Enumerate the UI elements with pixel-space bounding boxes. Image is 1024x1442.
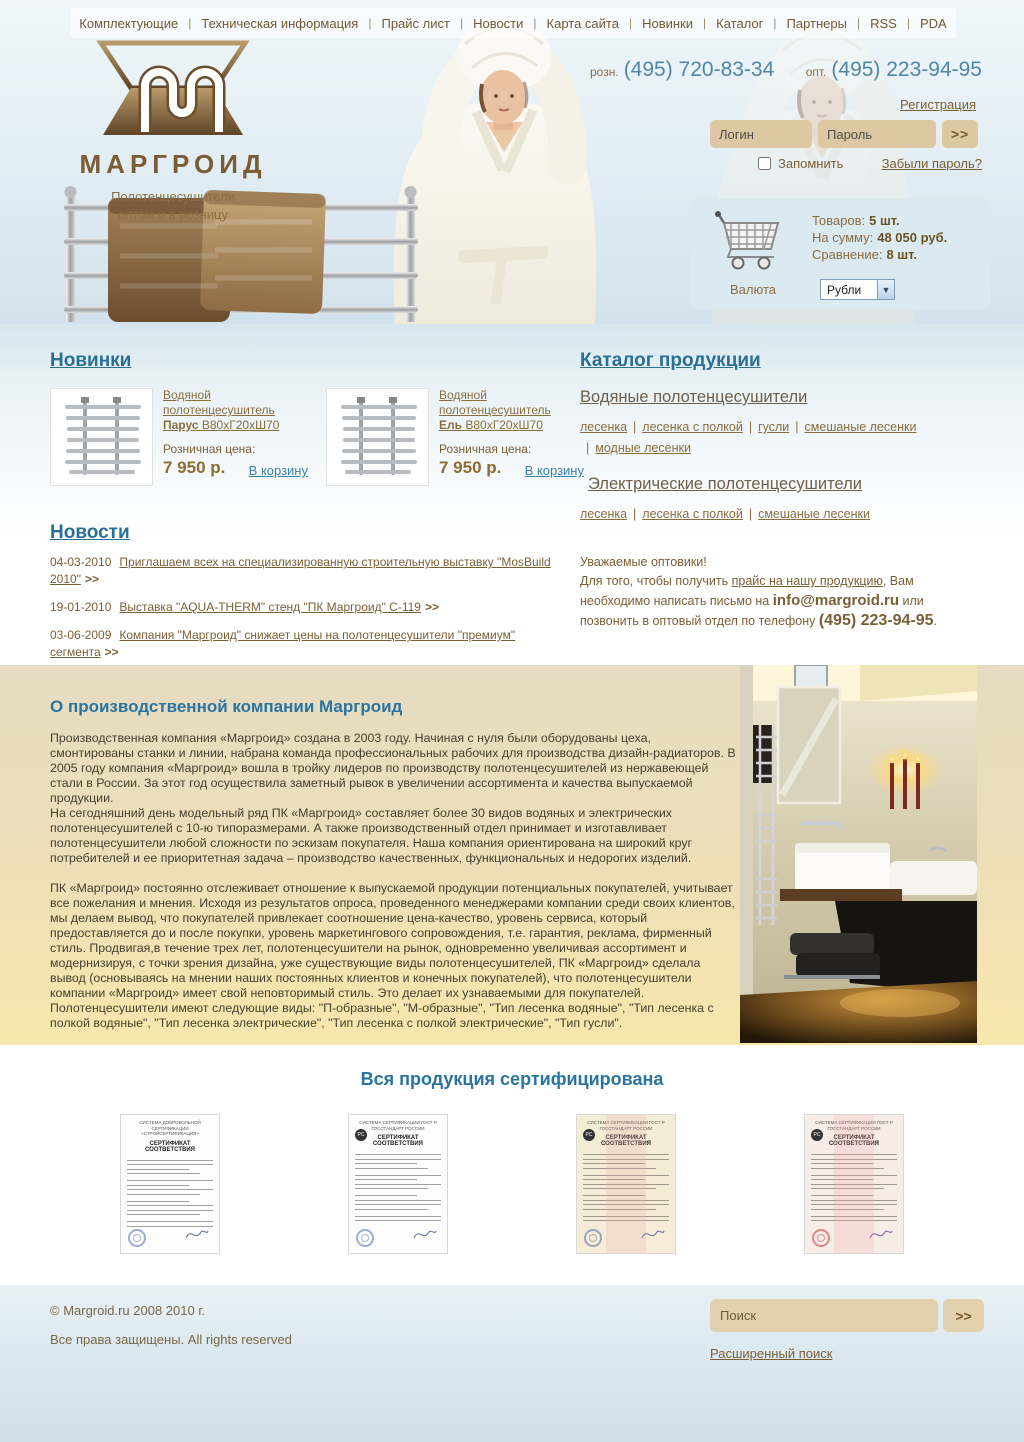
- certificate-system-text: СИСТЕМА СЕРТИФИКАЦИИ ГОСТ Р ГОССТАНДАРТ РОССИИ: [815, 1120, 893, 1131]
- news-list: [50, 554, 570, 661]
- news-item: [50, 627, 570, 661]
- search-button[interactable]: >>: [943, 1299, 984, 1332]
- logo[interactable]: [48, 38, 298, 224]
- nav-item-novelties[interactable]: Новинки: [642, 15, 694, 31]
- phone-retail: [590, 58, 774, 82]
- registration-link[interactable]: Регистрация: [900, 97, 976, 112]
- about-paragraph-1a: Производственная компания «Маргроид» создана в 2003 году. Начиная с нуля были оборудованы цеха, смонтированы станки и линии, набрана команда профессиональных рабочих для производства дизайн-радиаторов. В 2005 году компания «Маргроид» вошла в тройку лидеров по производству полотенцесушителей из нержавеющей стали в России. За этот год осуществила заметный рывок в увеличении ассортимента и качества выпускаемой продукции.: [50, 731, 736, 805]
- news-more-link[interactable]: >>: [104, 645, 119, 659]
- certificate-stamp-icon: [584, 1229, 602, 1247]
- bathroom-photo: [740, 665, 977, 1043]
- certificate-doc-title: СЕРТИФИКАТ СООТВЕТСТВИЯ: [601, 1135, 651, 1147]
- certificate-doc-title: СЕРТИФИКАТ СООТВЕТСТВИЯ: [829, 1135, 879, 1147]
- catalog-link-el-smeshanye[interactable]: смешаные лесенки: [758, 507, 870, 521]
- footer: [0, 1285, 1024, 1442]
- remember-label: Запомнить: [778, 156, 844, 171]
- about-paragraph-1b: На сегодняшний день модельный ряд ПК «Маргроид» составляет более 30 видов водяных и электрических полотенцесушителей с 10-ю типоразмерами. А также производственный отдел принимает и изготавливает полотенцесушители любой сложности по эскизам покупателя. Наша компания ориентирована на широкий круг потребителей и ее приоритетная задача – производство качественных, функциональных и недорогих изделий.: [50, 806, 693, 865]
- forgot-password-link[interactable]: Забыли пароль?: [881, 156, 982, 171]
- wholesale-phone: (495) 223-94-95: [818, 612, 934, 629]
- about-section: [0, 665, 1024, 1045]
- product-info: [163, 388, 308, 486]
- login-submit-button[interactable]: >>: [942, 120, 978, 148]
- remember-checkbox[interactable]: [758, 157, 771, 170]
- product-info: [439, 388, 584, 486]
- product-price: 7 950 р.: [439, 458, 502, 477]
- currency-row: [730, 279, 970, 300]
- phone-wholesale-number: (495) 223-94-95: [831, 58, 982, 81]
- product-card: [50, 388, 308, 486]
- left-column: [50, 350, 584, 672]
- news-item: [50, 554, 570, 588]
- certificate-thumbnail[interactable]: [348, 1114, 448, 1254]
- product-price: 7 950 р.: [163, 458, 226, 477]
- news-date: 04-03-2010: [50, 555, 112, 569]
- nav-item-components[interactable]: Комплектующие: [79, 15, 179, 31]
- signature-icon: [185, 1229, 209, 1241]
- news-link[interactable]: Приглашаем всех на специализированную строительную выставку "MosBuild 2010": [50, 555, 551, 586]
- phones: [590, 58, 982, 82]
- cart-sum-label: На сумму:: [812, 230, 874, 245]
- phone-wholesale: [806, 58, 982, 82]
- news-date: 19-01-2010: [50, 600, 112, 614]
- nav-item-tech-info[interactable]: Техническая информация: [201, 15, 359, 31]
- catalog-electric-title[interactable]: Электрические полотенцесушители: [588, 475, 862, 493]
- catalog-link-gusli[interactable]: гусли: [758, 420, 790, 434]
- signature-icon: [869, 1229, 893, 1241]
- nav-item-catalog[interactable]: Каталог: [716, 15, 764, 31]
- footer-search: [710, 1299, 984, 1363]
- certificate-thumbnail[interactable]: [576, 1114, 676, 1254]
- nav-item-sitemap[interactable]: Карта сайта: [546, 15, 619, 31]
- certificate-stamp-icon: [356, 1229, 374, 1247]
- certificate-system-text: СИСТЕМА СЕРТИФИКАЦИИ ГОСТ Р ГОССТАНДАРТ РОССИИ: [587, 1120, 665, 1131]
- catalog-link-lesenka-s-polkoy[interactable]: лесенка с полкой: [642, 420, 743, 434]
- catalog-water-links: лесенка | лесенка с полкой | гусли | смешаные лесенки | модные лесенки: [580, 420, 917, 455]
- catalog-link-modnye[interactable]: модные лесенки: [595, 441, 691, 455]
- catalog-water-title[interactable]: Водяные полотенцесушители: [580, 388, 808, 406]
- gost-logo-icon: РС: [811, 1129, 823, 1141]
- price-list-link[interactable]: прайс на нашу продукцию: [731, 574, 883, 588]
- cart-compare-label: Сравнение:: [812, 247, 883, 262]
- towel-warmer-ladder-image: [59, 395, 145, 479]
- product-thumbnail[interactable]: [326, 388, 429, 486]
- news-link[interactable]: Выставка "AQUA-THERM" стенд "ПК Маргроид" С-119: [119, 600, 421, 614]
- certificates-row: [120, 1114, 904, 1254]
- product-card: [326, 388, 584, 486]
- gost-logo-icon: РС: [355, 1129, 367, 1141]
- login-form: [710, 120, 978, 148]
- certificates-section: [0, 1045, 1024, 1285]
- content-band: [0, 324, 1024, 665]
- news-more-link[interactable]: >>: [424, 600, 439, 614]
- password-input[interactable]: [818, 120, 936, 148]
- certificate-thumbnail[interactable]: [804, 1114, 904, 1254]
- footer-copyright-block: [50, 1303, 292, 1347]
- price-label: Розничная цена:: [163, 442, 256, 456]
- copyright-text: © Margroid.ru 2008 2010 г.: [50, 1303, 206, 1318]
- towel-warmer-ladder-image: [335, 395, 421, 479]
- add-to-cart-link[interactable]: В корзину: [524, 463, 584, 478]
- header: [0, 0, 1024, 324]
- chevron-down-icon: ▼: [877, 280, 894, 299]
- product-thumbnail[interactable]: [50, 388, 153, 486]
- towel-warmer-logo-icon: [93, 38, 253, 138]
- catalog-link-el-lesenka-s-polkoy[interactable]: лесенка с полкой: [642, 507, 743, 521]
- news-item: [50, 599, 570, 616]
- cart-sum-value: 48 050 руб.: [877, 230, 948, 245]
- certificate-stamp-icon: [812, 1229, 830, 1247]
- product-title-link[interactable]: Водяной полотенцесушитель Парус В80хГ20хШ70: [163, 388, 280, 432]
- news-link[interactable]: Компания "Маргроид" снижает цены на полотенцесушители "премиум" сегмента: [50, 628, 516, 659]
- nav-item-partners[interactable]: Партнеры: [786, 15, 847, 31]
- cart-items-label: Товаров:: [812, 213, 866, 228]
- cart-lines: [812, 212, 947, 263]
- wholesale-note: Уважаемые оптовики! Для того, чтобы получить прайс на нашу продукцию, Вам необходимо написать письмо на info@margroid.ru или позвонить в оптовый отдел по телефону (495) 223-94-95.: [580, 555, 938, 629]
- logo-title: МАРГРОИД: [79, 149, 267, 179]
- about-paragraph-2: ПК «Маргроид» постоянно отслеживает отношение к выпускаемой продукции потенциальных покупателей, учитывает все пожелания и мнения. Исходя из результатов опроса, проведенного менеджерами компании среди своих клиентов, мы делаем вывод, что покупателей привлекает соотношение цена-качество, уровень сервиса, который предоставляется до и после покупки, уровень маркетингового сопровождения, т.е. гарантия, реклама, фирменный стиль. Продвигая,в течение трех лет, полотенцесушители на рынок, одновременно увеличивая ассортимент и модернизируя, с точки зрения дизайна, уже существующие виды полотенцесушителей, ПК «Маргроид» сделала вывод (основываясь на мнении наших постоянных клиентов и конечных покупателей), что полотенцесушители компании «Маргроид» имеет свой неповторимый стиль. Это делает их узнаваемыми для покупателей. Полотенцесушители имеют следующие виды: "П-образные", "М-образные", "Тип лесенка водяные", "Тип лесенка с полкой водяные", "Тип лесенка электрические", "Тип лесенка с полкой электрические", "Тип гусли".: [50, 881, 735, 1030]
- catalog-title[interactable]: Каталог продукции: [580, 350, 761, 371]
- nav-item-news[interactable]: Новости: [473, 15, 524, 31]
- certificate-system-text: СИСТЕМА ДОБРОВОЛЬНОЙ СЕРТИФИКАЦИИ «СТРОЙСЕРТИФИКАЦИЯ»: [139, 1120, 201, 1136]
- product-title-link[interactable]: Водяной полотенцесушитель Ель В80хГ20хШ70: [439, 388, 551, 432]
- remember-row: [758, 156, 982, 171]
- news-more-link[interactable]: >>: [84, 572, 99, 586]
- news-date: 03-06-2009: [50, 628, 112, 642]
- price-label: Розничная цена:: [439, 442, 532, 456]
- contact-email: info@margroid.ru: [772, 592, 900, 609]
- login-input[interactable]: [710, 120, 812, 148]
- certificate-doc-title: СЕРТИФИКАТ СООТВЕТСТВИЯ: [373, 1135, 423, 1147]
- search-input[interactable]: [710, 1299, 938, 1332]
- phone-wholesale-label: опт.: [805, 65, 827, 79]
- catalog-link-lesenka[interactable]: лесенка: [580, 420, 628, 434]
- nav-item-pda[interactable]: PDA: [919, 15, 947, 31]
- signature-icon: [641, 1229, 665, 1241]
- novelties-title[interactable]: Новинки: [50, 350, 132, 371]
- catalog-electric-links: лесенка | лесенка с полкой | смешаные лесенки: [580, 507, 870, 521]
- shopping-cart-icon[interactable]: [714, 209, 786, 273]
- nav-item-rss[interactable]: RSS: [870, 15, 897, 31]
- catalog-link-smeshanye[interactable]: смешаные лесенки: [804, 420, 917, 434]
- rights-text: Все права защищены. All rights reserved: [50, 1332, 292, 1347]
- gost-logo-icon: РС: [583, 1129, 595, 1141]
- novelties-products: [50, 388, 584, 486]
- currency-label: Валюта: [730, 282, 776, 297]
- certificate-thumbnail[interactable]: [120, 1114, 220, 1254]
- top-navigation: [70, 8, 956, 38]
- certificate-stamp-icon: [128, 1229, 146, 1247]
- add-to-cart-link[interactable]: В корзину: [248, 463, 308, 478]
- about-title: О производственной компании Маргроид: [50, 697, 403, 716]
- phone-retail-number: (495) 720-83-34: [623, 58, 775, 81]
- certificate-system-text: СИСТЕМА СЕРТИФИКАЦИИ ГОСТ Р ГОССТАНДАРТ РОССИИ: [359, 1120, 437, 1131]
- cart-compare-value: 8 шт.: [886, 247, 917, 262]
- about-text: [50, 697, 738, 1031]
- cart-summary: [690, 199, 991, 309]
- certificate-doc-title: СЕРТИФИКАТ СООТВЕТСТВИЯ: [145, 1140, 195, 1153]
- nav-item-price-list[interactable]: Прайс лист: [381, 15, 450, 31]
- phone-retail-label: розн.: [590, 65, 619, 79]
- right-column: [580, 350, 980, 631]
- logo-tagline: Полотенцесушители оптом и в розницу: [111, 189, 235, 222]
- currency-select[interactable]: [820, 279, 895, 300]
- currency-value: Рубли: [827, 282, 862, 297]
- cart-items-value: 5 шт.: [869, 213, 900, 228]
- signature-icon: [413, 1229, 437, 1241]
- advanced-search-link[interactable]: Расширенный поиск: [710, 1346, 833, 1361]
- news-title[interactable]: Новости: [50, 522, 130, 543]
- catalog-link-el-lesenka[interactable]: лесенка: [580, 507, 628, 521]
- certificates-title: Вся продукция сертифицирована: [360, 1069, 664, 1089]
